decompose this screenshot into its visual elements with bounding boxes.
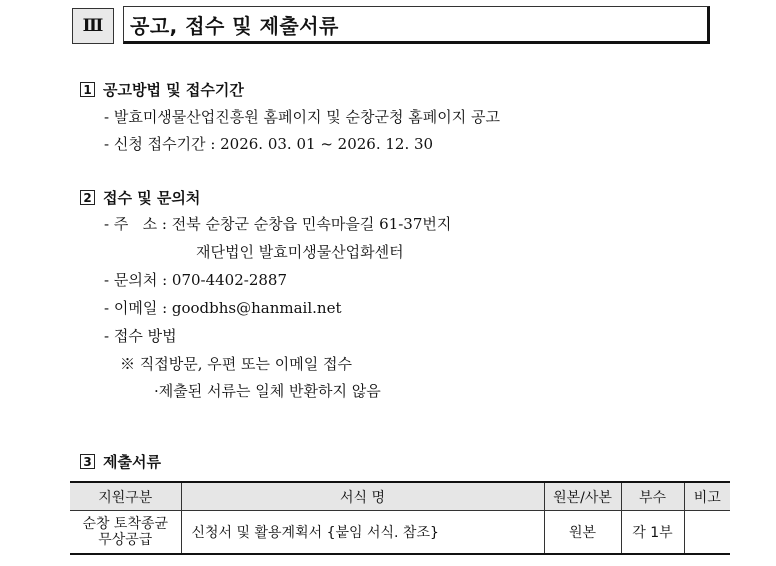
table-header-row [70, 482, 730, 511]
header-category: 지원구분 [70, 482, 181, 511]
header-remarks: 비고 [684, 482, 730, 511]
section1-heading [80, 79, 244, 100]
page-title: 공고, 접수 및 제출서류 [123, 6, 710, 44]
category-line2: 무상공급 [98, 532, 153, 548]
category-line1: 순창 토착종균 [82, 516, 169, 532]
header-original-copy: 원본/사본 [544, 482, 621, 511]
section1-item-notice: - 발효미생물산업진흥원 홈페이지 및 순창군청 홈페이지 공고 [104, 108, 500, 126]
header-form-name: 서식 명 [181, 482, 544, 511]
section3-heading [80, 451, 161, 472]
cell-category [70, 511, 181, 555]
table-row [70, 511, 730, 555]
section-roman-numeral: Ⅲ [72, 8, 114, 44]
cell-form-name: 신청서 및 활용계획서 {붙임 서식. 참조} [181, 511, 544, 555]
submission-method-label: - 접수 방법 [104, 327, 177, 345]
contact-email: - 이메일 : goodbhs@hanmail.net [104, 299, 342, 317]
documents-table [70, 481, 730, 555]
section3-number: 3 [80, 454, 95, 469]
submission-method-note: ※ 직접방문, 우편 또는 이메일 접수 [120, 355, 352, 373]
section2-number: 2 [80, 190, 95, 205]
section2-heading [80, 187, 200, 208]
section2-title: 접수 및 문의처 [103, 189, 201, 207]
cell-remarks [684, 511, 730, 555]
address-line: - 주 소 : 전북 순창군 순창읍 민속마을길 61-37번지 [104, 215, 452, 233]
address-org-line: 재단법인 발효미생물산업화센터 [196, 243, 404, 261]
section1-number: 1 [80, 82, 95, 97]
header-copies: 부수 [621, 482, 684, 511]
return-policy-bullet: ·제출된 서류는 일체 반환하지 않음 [154, 382, 381, 400]
contact-phone: - 문의처 : 070-4402-2887 [104, 271, 288, 289]
cell-copies: 각 1부 [621, 511, 684, 555]
section1-item-period: - 신청 접수기간 : 2026. 03. 01 ~ 2026. 12. 30 [104, 135, 434, 153]
section3-title: 제출서류 [103, 453, 161, 471]
cell-original-copy: 원본 [544, 511, 621, 555]
section1-title: 공고방법 및 접수기간 [103, 81, 244, 99]
